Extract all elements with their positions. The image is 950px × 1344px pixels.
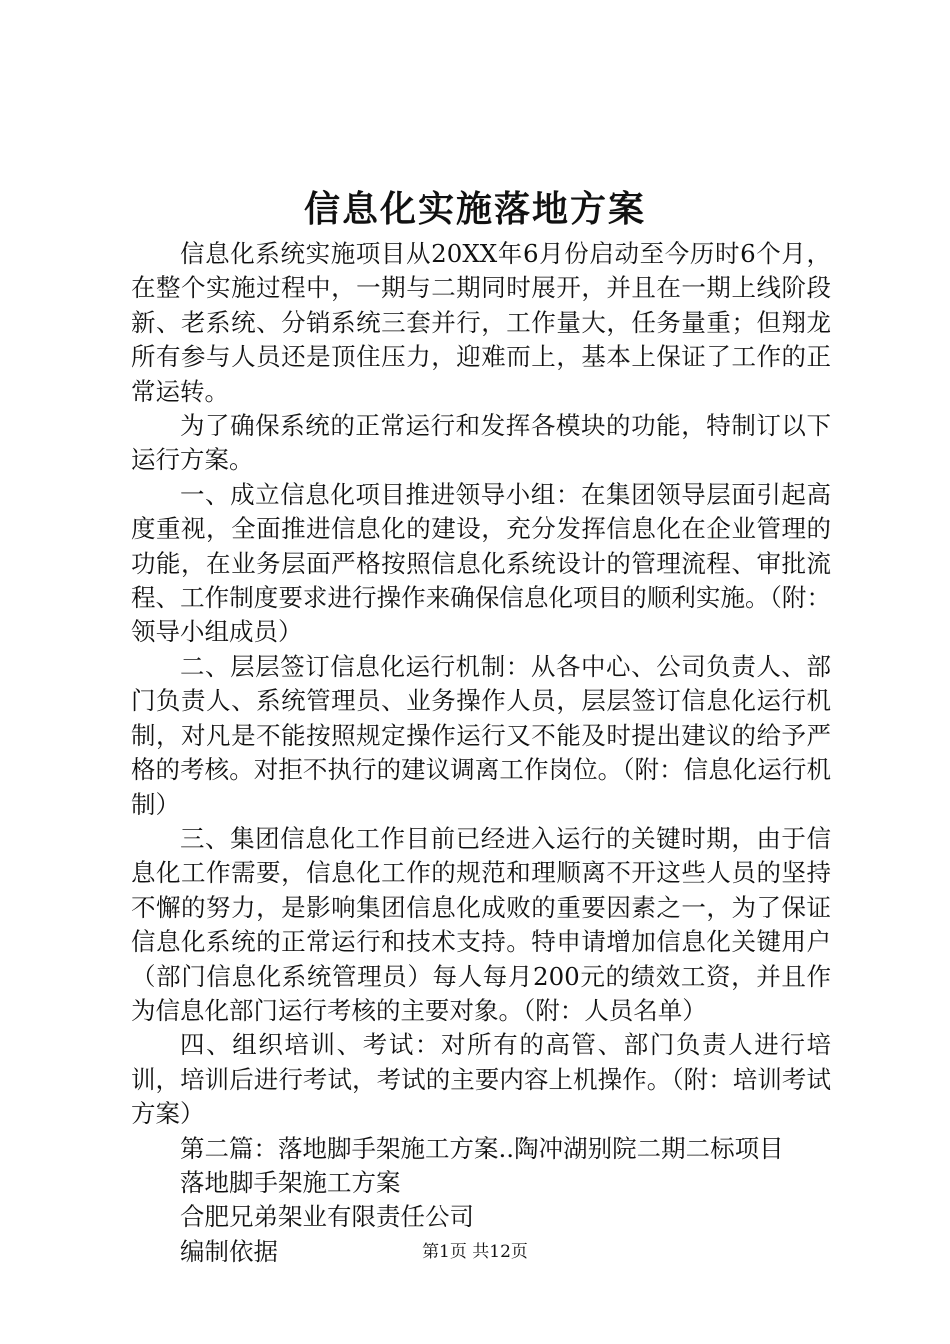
paragraph-item-3: 三、集团信息化工作目前已经进入运行的关键时期，由于信息化工作需要，信息化工作的规范和理顺离不开这些人员的坚持不懈的努力，是影响集团信息化成败的重要因素之一，为了保证信息化系统的正常运行和技术支持。特申请增加信息化关键用户（部门信息化系统管理员）每人每月200元的绩效工资，并且作为信息化部门运行考核的主要对象。（附：人员名单） [131, 823, 831, 1025]
paragraph-item-1: 一、成立信息化项目推进领导小组：在集团领导层面引起高度重视，全面推进信息化的建设，充分发挥信息化在企业管理的功能，在业务层面严格按照信息化系统设计的管理流程、审批流程、工作制度要求进行操作来确保信息化项目的顺利实施。（附：领导小组成员） [131, 479, 831, 647]
paragraph-purpose: 为了确保系统的正常运行和发挥各模块的功能，特制订以下运行方案。 [131, 411, 831, 475]
document-title: 信息化实施落地方案 [303, 188, 646, 230]
paragraph-item-4: 四、组织培训、考试：对所有的高管、部门负责人进行培训，培训后进行考试，考试的主要内容上机操作。（附：培训考试方案） [131, 1030, 831, 1129]
section-heading-part-two: 第二篇：落地脚手架施工方案..陶冲湖别院二期二标项目 [180, 1133, 784, 1163]
page-number: 第1页 [422, 1242, 467, 1262]
subheading-scaffold-plan: 落地脚手架施工方案 [180, 1167, 401, 1197]
paragraph-item-2: 二、层层签订信息化运行机制：从各中心、公司负责人、部门负责人、系统管理员、业务操作人员，层层签订信息化运行机制，对凡是不能按照规定操作运行又不能及时提出建议的给予严格的考核。对拒不执行的建议调离工作岗位。（附：信息化运行机制） [131, 651, 831, 819]
company-name: 合肥兄弟架业有限责任公司 [180, 1202, 474, 1232]
subheading-basis: 编制依据 [180, 1236, 278, 1266]
document-body [131, 237, 831, 1269]
page-total: 共12页 [472, 1242, 528, 1262]
page-footer [0, 1240, 950, 1264]
paragraph-intro: 信息化系统实施项目从20XX年6月份启动至今历时6个月，在整个实施过程中，一期与二期同时展开，并且在一期上线阶段新、老系统、分销系统三套并行，工作量大，任务量重；但翔龙所有参与人员还是顶住压力，迎难而上，基本上保证了工作的正常运转。 [131, 239, 831, 406]
